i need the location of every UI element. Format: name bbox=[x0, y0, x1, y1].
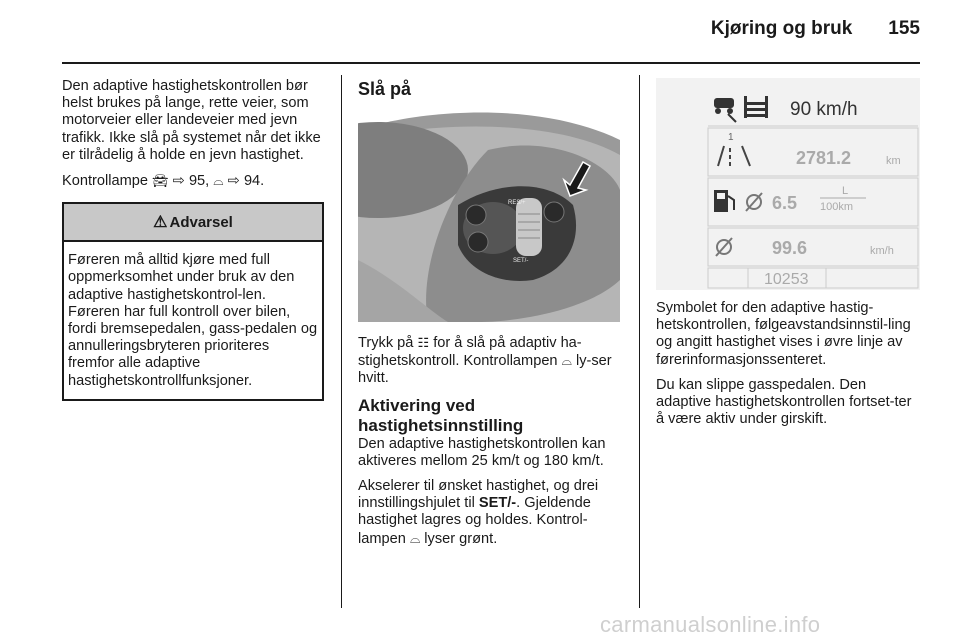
consumption: 6.5 bbox=[772, 193, 798, 213]
consumption-unit: 100km bbox=[820, 201, 854, 213]
steering-wheel-image bbox=[358, 110, 620, 322]
watermark: carmanualsonline.info bbox=[600, 612, 821, 637]
cruise-lamp-icon: ⌓ bbox=[409, 530, 421, 546]
res-label: RES/+ bbox=[508, 200, 526, 206]
lane-number: 1 bbox=[728, 132, 734, 143]
cruise-lamp-icon: ⌓ bbox=[213, 173, 224, 189]
subheading: Aktivering ved hastighetsinnstilling bbox=[358, 395, 524, 435]
consumption-label: L bbox=[842, 185, 849, 197]
press-paragraph: Trykk på ☷ for å slå på adaptiv ha-stighetskontroll. Kontrollampen ⌓ ly-ser hvitt. bbox=[358, 335, 612, 387]
average-speed-unit: km/h bbox=[870, 245, 894, 257]
intro-paragraph: Den adaptive hastighetskontrollen bør helst brukes på lange, rette veier, som motorveier eller landeveier med jevn trafikk. Ikke slå på systemet når det ikke er tilrådelig å holde en jevn hastighet. bbox=[62, 78, 321, 163]
column-middle bbox=[358, 78, 622, 556]
ref-arrow-icon: ⇨ bbox=[227, 173, 240, 190]
total-distance: 10253 bbox=[764, 271, 809, 288]
odometer-unit: km bbox=[886, 155, 901, 167]
page-number: 155 bbox=[888, 18, 920, 39]
average-speed: 99.6 bbox=[772, 238, 808, 258]
odometer: 2781.2 bbox=[796, 148, 852, 168]
warning-title: Advarsel bbox=[169, 214, 233, 232]
chapter-title: Kjøring og bruk bbox=[710, 18, 853, 39]
set-speed: 90 km/h bbox=[790, 99, 858, 120]
set-control-label: SET/- bbox=[478, 495, 517, 512]
column-left bbox=[62, 78, 324, 401]
set-label: SET/- bbox=[513, 258, 529, 264]
warning-box bbox=[62, 202, 324, 401]
car-lamp-icon: 🚘︎ bbox=[152, 173, 169, 189]
accelerate-paragraph: Akselerer til ønsket hastighet, og drei innstillingshjulet til SET/-. Gjeldende hastighet lagres og holdes. Kontrol-lampen ⌓ lyser grønt. bbox=[358, 478, 599, 547]
gas-pedal-paragraph: Du kan slippe gasspedalen. Den adaptive hastighetskontrollen fortset-ter å være aktiv under girskift. bbox=[656, 376, 912, 428]
column-right bbox=[656, 78, 920, 436]
warning-header bbox=[64, 204, 322, 242]
activate-paragraph: Den adaptive hastighetskontrollen kan aktiveres mellom 25 km/t og 180 km/t. bbox=[358, 435, 606, 469]
warning-triangle-icon: ⚠ bbox=[153, 214, 168, 232]
page-header bbox=[711, 18, 920, 40]
cruise-lamp-icon: ⌓ bbox=[561, 353, 572, 369]
column-divider-1 bbox=[341, 75, 342, 608]
lamp-reference: Kontrollampe 🚘︎ ⇨ 95, ⌓ ⇨ 94. bbox=[62, 173, 265, 190]
driver-info-display bbox=[656, 78, 920, 290]
distance-button-icon: ☷ bbox=[417, 335, 430, 350]
warning-text: Føreren må alltid kjøre med full oppmerksomhet under bruk av den adaptive hastighetskontrol-len. Føreren har full kontroll over bilen, fordi bremsepedalen, gass-pedalen og annulleringsbryteren prioriteres fremfor alle adaptive hastighetskontrollfunksjoner. bbox=[68, 252, 318, 389]
section-heading: Slå på bbox=[358, 79, 412, 99]
column-divider-2 bbox=[639, 75, 640, 608]
ref-arrow-icon: ⇨ bbox=[172, 173, 185, 190]
symbol-paragraph: Symbolet for den adaptive hastig-hetskontrollen, følgeavstandsinnstil-ling og angitt hastighet vises i øvre linje av førerinformasjonssenteret. bbox=[656, 300, 911, 368]
header-rule bbox=[62, 62, 920, 64]
